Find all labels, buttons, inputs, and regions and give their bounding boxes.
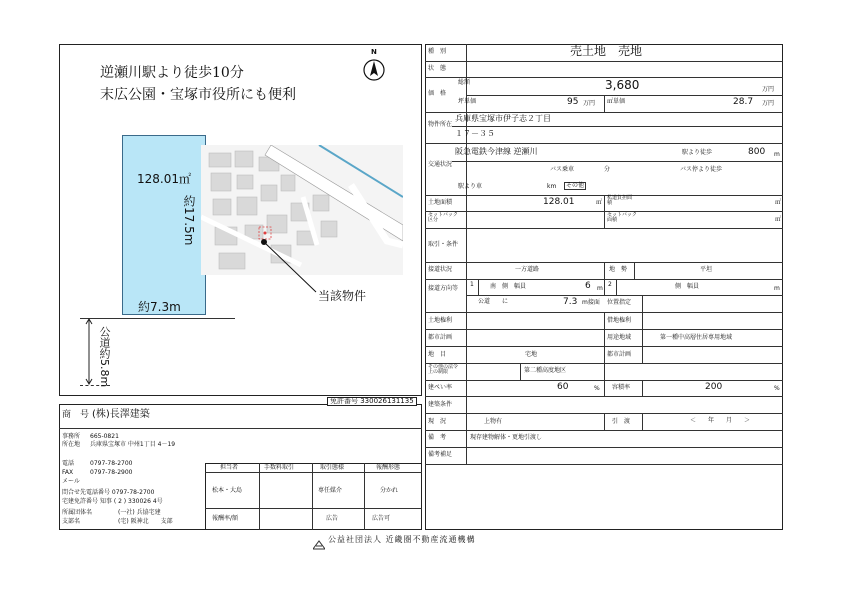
company-name: (株)長澤建築 [92, 409, 150, 420]
notes2-label: 備考補足 [428, 451, 453, 458]
fax-value: 0797-78-2900 [90, 469, 133, 476]
land-area-unit: ㎡ [596, 199, 603, 206]
road-1-unit: m [597, 285, 603, 292]
usage-rights-label: 借地権利 [607, 317, 632, 324]
divider [425, 61, 783, 62]
designation-label: 位置指定 [607, 299, 632, 306]
org-value: (一社) 兵協宅建 [118, 509, 161, 516]
company-name-label: 商 号 [62, 410, 90, 420]
road-2-unit: m [774, 285, 780, 292]
m2-value: 28.7 [733, 97, 754, 107]
divider [642, 380, 643, 396]
handover-label: 引 渡 [612, 418, 631, 425]
handover-value: ＜ 年 月 ＞ [690, 417, 751, 424]
contact-tel: 問合せ先電話番号 0797-78-2700 [62, 489, 155, 496]
divider [425, 228, 783, 229]
lot-area-label: 128.01㎡ [137, 172, 191, 186]
coverage-value: 60 [557, 382, 569, 392]
staff-header-4: 報酬形態 [376, 464, 401, 471]
branch-value: (宅) 阪神北 支部 [118, 518, 173, 525]
type-label: 種 別 [428, 48, 447, 55]
lot-width-label: 約7.3m [138, 300, 181, 314]
far-value: 200 [705, 382, 723, 392]
current-value: 上物有 [484, 418, 503, 425]
divider [604, 413, 605, 430]
divider [312, 463, 313, 530]
walk-value: 800 [748, 147, 766, 157]
license-line: 宅建免許番号 知事 ( 2 ) 330026 4号 [62, 498, 163, 505]
location-line-2: １７－３５ [455, 129, 495, 138]
divider [452, 126, 783, 127]
m2-label: ㎡単価 [607, 98, 626, 105]
conditions-label: 取引・条件 [428, 241, 459, 248]
setback-area-label: セットバック面積 [607, 212, 637, 223]
divider [425, 112, 783, 113]
land-area-value: 128.01 [543, 197, 575, 207]
property-leader-line [260, 238, 320, 296]
private-road-label: 私道負担面積 [607, 195, 633, 206]
status-label: 状 態 [428, 65, 447, 72]
ad-label: 広告 [326, 515, 339, 522]
land-area-label: 土地面積 [428, 199, 453, 206]
frontage-value: 7.3 [563, 297, 578, 307]
divider [452, 161, 783, 162]
m2-unit: 万円 [762, 100, 775, 107]
private-road-unit: ㎡ [775, 199, 782, 206]
road-width-arrow [84, 318, 94, 385]
branch-label: 支部名 [62, 518, 81, 525]
road-1-dir: 南 側 幅員 [490, 283, 527, 290]
frontage-unit: m接面 [582, 299, 600, 306]
terrain-value: 平坦 [700, 266, 713, 273]
public-road: 公道 に [478, 298, 509, 305]
divider [205, 508, 422, 509]
tel-label: 電話 [62, 460, 75, 467]
zone-label: 用途地域 [607, 334, 632, 341]
road-dir-label: 接道方向等 [428, 285, 459, 292]
association-logo-icon [313, 535, 325, 545]
divider [59, 428, 422, 429]
ad-value: 広告可 [372, 515, 391, 522]
current-label: 現 況 [428, 418, 447, 425]
line-station: 阪急電鉄今津線 逆瀬川 [455, 147, 538, 156]
price-unit: 万円 [762, 86, 775, 93]
staff-value-3: 専任媒介 [318, 487, 343, 494]
north-compass-icon [362, 52, 386, 82]
lot-depth-label: 約17.5m [182, 195, 196, 246]
headline-1: 逆瀬川駅より徒歩10分 [100, 65, 244, 81]
tsubo-value: 95 [567, 97, 579, 107]
far-unit: % [774, 385, 780, 392]
office-label: 事務所 [62, 433, 81, 440]
coverage-label: 建ぺい率 [428, 384, 453, 391]
staff-header-1: 担当者 [220, 464, 239, 471]
road-edge-top [80, 318, 235, 319]
notes-value: 現存建物解体・更地引渡し [470, 434, 543, 441]
setback-unit: ㎡ [775, 216, 782, 223]
divider [604, 312, 605, 380]
road-1-no: 1 [470, 281, 474, 288]
far-label: 容積率 [612, 384, 631, 391]
headline-2: 末広公園・宝塚市役所にも便利 [100, 87, 296, 103]
divider [425, 77, 783, 78]
divider [466, 95, 783, 96]
north-label: N [371, 48, 377, 56]
build-cond-label: 建築条件 [428, 401, 453, 408]
other-reg-value: 第二種高度地区 [524, 367, 567, 374]
staff-value-4: 分かれ [380, 487, 399, 494]
walk-unit: m [774, 151, 780, 158]
divider [425, 447, 783, 448]
divider [642, 413, 643, 430]
divider [604, 262, 605, 295]
fax-label: FAX [62, 469, 74, 476]
divider [642, 312, 643, 363]
bus-stop: バス停より徒歩 [680, 166, 723, 173]
divider [425, 464, 783, 465]
staff-header-3: 取引態様 [320, 464, 345, 471]
tsubo-unit: 万円 [583, 100, 596, 107]
divider [259, 463, 260, 530]
traffic-label: 交通状況 [428, 161, 453, 168]
bus-ride: バス乗車 [550, 166, 575, 173]
land-cat-value: 宅地 [525, 351, 538, 358]
land-cat-label: 地 目 [428, 351, 447, 358]
other-label: その他 [566, 182, 585, 189]
divider [604, 195, 605, 228]
divider [604, 95, 605, 112]
postal-code: 665-0821 [90, 433, 119, 440]
land-rights-label: 土地権利 [428, 317, 453, 324]
divider [425, 430, 783, 431]
access-value: 一方道路 [515, 266, 540, 273]
org-label: 所属団体名 [62, 509, 93, 516]
notes-label: 備 考 [428, 434, 447, 441]
road-2-dir: 側 幅員 [675, 283, 700, 290]
price-value: 3,680 [605, 78, 640, 92]
staff-value-1: 松本・大島 [212, 487, 243, 494]
divider [616, 279, 617, 295]
staff-header-2: 手数料取引 [264, 464, 295, 471]
coverage-unit: % [594, 385, 600, 392]
from-station: 駅より車 [458, 183, 483, 190]
access-label: 接道状況 [428, 266, 453, 273]
divider [478, 279, 479, 295]
divider [520, 363, 521, 380]
km-unit: km [547, 183, 557, 190]
road-1-width: 6 [585, 281, 591, 291]
divider [634, 262, 635, 279]
plan-label: 都市計画 [428, 334, 453, 341]
divider [425, 143, 783, 144]
terrain-label: 地 勢 [609, 266, 628, 273]
bus-min: 分 [604, 166, 611, 173]
tel-value: 0797-78-2700 [90, 460, 133, 467]
mail-label: メール [62, 478, 80, 485]
divider [466, 295, 783, 296]
price-label: 価 格 [428, 90, 447, 97]
address-label: 所在地 [62, 441, 81, 448]
setback-label: セットバック区分 [428, 212, 458, 223]
address-value: 兵庫県宝塚市 中州1丁目 4－19 [90, 441, 176, 448]
road-2-no: 2 [608, 281, 612, 288]
location-line-1: 兵庫県宝塚市伊子志２丁目 [455, 114, 551, 123]
fee-rate-label: 報酬率/額 [212, 515, 239, 522]
road-width-label: 公道約5.8m [98, 326, 111, 388]
type-value: 売土地 売地 [570, 44, 643, 58]
divider [466, 44, 467, 464]
divider [604, 380, 605, 396]
divider [205, 472, 422, 473]
divider [642, 295, 643, 312]
city-plan-label: 都市計画 [607, 351, 632, 358]
property-label: 当該物件 [318, 289, 367, 303]
divider [425, 396, 783, 397]
location-label: 物件所在 [428, 121, 453, 128]
tsubo-label: 坪単価 [458, 98, 477, 105]
walk-label: 駅より徒歩 [682, 149, 713, 156]
other-reg-label: その他の法令上の制限 [428, 364, 459, 375]
price-head: 総額 [458, 79, 471, 86]
license-number: 免許番号 330026131135 [327, 397, 417, 406]
zone-value: 第一種中高層住居専用地域 [660, 334, 733, 341]
footer-association: 公益社団法人 近畿圏不動産流通機構 [328, 535, 476, 544]
divider [364, 463, 365, 530]
